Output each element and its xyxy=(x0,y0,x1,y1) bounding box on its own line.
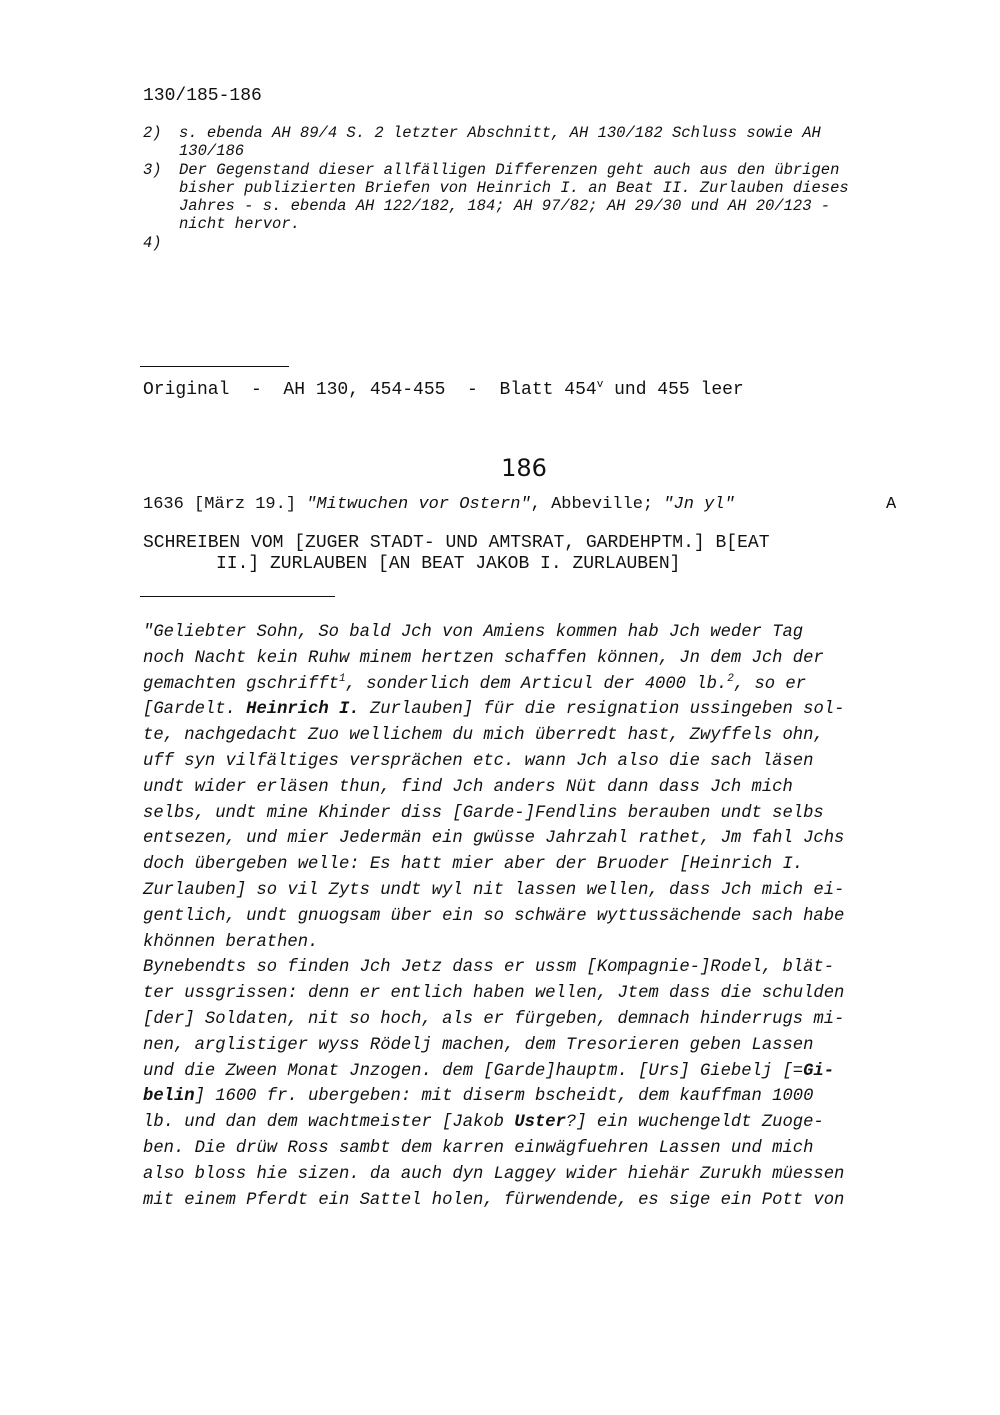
page-header-reference: 130/185-186 xyxy=(143,86,262,106)
body-line: mit einem Pferdt ein Sattel holen, fürwendende, es sige ein Pott von xyxy=(143,1190,845,1210)
document-title xyxy=(143,533,770,575)
person-name: Uster xyxy=(514,1113,566,1133)
body-line: te, nachgedacht Zuo wellichem du mich überredt hast, Zwyffels ohn, xyxy=(143,726,824,746)
person-name: belin xyxy=(143,1087,195,1107)
body-line: gemachten gschrifft$^1$, sonderlich dem Articul der 4000 lb.$^2$, so er xyxy=(143,672,807,694)
document-letter: A xyxy=(886,495,897,514)
body-line: belin] 1600 fr. ubergeben: mit diserm bscheidt, dem kauffman 1000 xyxy=(143,1087,814,1107)
original-prefix: Original - AH 130, 454-455 - Blatt 454 xyxy=(143,380,597,400)
body-line: Bynebendts so finden Jch Jetz dass er ussm [Kompagnie-]Rodel, blät- xyxy=(143,958,835,978)
body-line: entsezen, und mier Jedermän ein gwüsse Jahrzahl rathet, Jm fahl Jchs xyxy=(143,829,845,849)
body-line: ben. Die drüw Ross sambt dem karren einwägfuehren Lassen und mich xyxy=(143,1138,814,1158)
body-line: lb. und dan dem wachtmeister [Jakob Uster?] ein wuchengeldt Zuoge- xyxy=(143,1113,824,1133)
body-line: doch übergeben welle: Es hatt mier aber der Bruoder [Heinrich I. xyxy=(143,855,804,875)
body-line: gentlich, undt gnuogsam über ein so schwäre wyttussächende sach habe xyxy=(143,906,845,926)
footnote-text: Jahres - s. ebenda AH 122/182, 184; AH 97/82; AH 29/30 und AH 20/123 - xyxy=(179,197,831,215)
person-name: Heinrich I. xyxy=(246,700,360,720)
footnote-text: 130/186 xyxy=(179,142,245,160)
footnote-text: bisher publizierten Briefen von Heinrich I. an Beat II. Zurlauben dieses xyxy=(179,179,849,197)
body-line: selbs, undt mine Khinder diss [Garde-]Fendlins berauben undt selbs xyxy=(143,803,824,823)
separator-rule xyxy=(140,596,335,597)
body-line: Zurlauben] so vil Zyts undt wyl nit lassen wellen, dass Jch mich ei- xyxy=(143,880,845,900)
seal-quote: "Jn yl" xyxy=(663,495,735,514)
document-number: 186 xyxy=(501,454,547,482)
date: 1636 [März 19.] xyxy=(143,495,307,514)
person-name: Gi- xyxy=(803,1061,835,1081)
body-line: also bloss hie sizen. da auch dyn Laggey wider hiehär Zurukh müessen xyxy=(143,1164,845,1184)
body-line: und die Zween Monat Jnzogen. dem [Garde]hauptm. [Urs] Giebelj [=Gi- xyxy=(143,1061,835,1081)
original-source-note xyxy=(143,380,744,400)
body-line: nen, arglistiger wyss Rödelj machen, dem Tresorieren geben Lassen xyxy=(143,1035,814,1055)
body-line: noch Nacht kein Ruhw minem hertzen schaffen können, Jn dem Jch der xyxy=(143,648,824,668)
body-line: undt wider erläsen thun, find Jch anders Nüt dann dass Jch mich xyxy=(143,777,793,797)
footnote-number: 2) xyxy=(143,124,162,142)
body-line: ter ussgrissen: denn er entlich haben wellen, Jtem dass die schulden xyxy=(143,984,845,1004)
footnote-text: nicht hervor. xyxy=(179,215,300,233)
footnote-number: 3) xyxy=(143,161,162,179)
letter-body xyxy=(143,620,913,1213)
verso-superscript: v xyxy=(596,379,604,391)
body-line: khönnen berathen. xyxy=(143,932,319,952)
place: , Abbeville; xyxy=(530,495,664,514)
footnote-text: Der Gegenstand dieser allfälligen Differenzen geht auch aus den übrigen xyxy=(179,161,840,179)
title-line: II.] ZURLAUBEN [AN BEAT JAKOB I. ZURLAUBEN] xyxy=(216,554,681,574)
body-line: uff syn vilfältiges versprächen etc. wann Jch also die sach läsen xyxy=(143,751,814,771)
date-line xyxy=(143,495,735,514)
footnote-number: 4) xyxy=(143,234,162,252)
footnote-text: s. ebenda AH 89/4 S. 2 letzter Abschnitt, AH 130/182 Schluss sowie AH xyxy=(179,124,821,142)
footnote-ref: 2 xyxy=(727,672,734,685)
body-line: [Gardelt. Heinrich I. Zurlauben] für die resignation ussingeben sol- xyxy=(143,700,845,720)
separator-rule xyxy=(140,366,289,367)
body-line: [der] Soldaten, nit so hoch, als er fürgeben, demnach hinderrugs mi- xyxy=(143,1009,845,1029)
footnote-ref: 1 xyxy=(338,672,346,685)
title-line: SCHREIBEN VOM [ZUGER STADT- UND AMTSRAT, GARDEHPTM.] B[EAT xyxy=(143,533,770,553)
body-line: "Geliebter Sohn, So bald Jch von Amiens kommen hab Jch weder Tag xyxy=(143,623,804,642)
date-quote: "Mitwuchen vor Ostern" xyxy=(306,495,531,514)
original-suffix: und 455 leer xyxy=(603,380,744,400)
